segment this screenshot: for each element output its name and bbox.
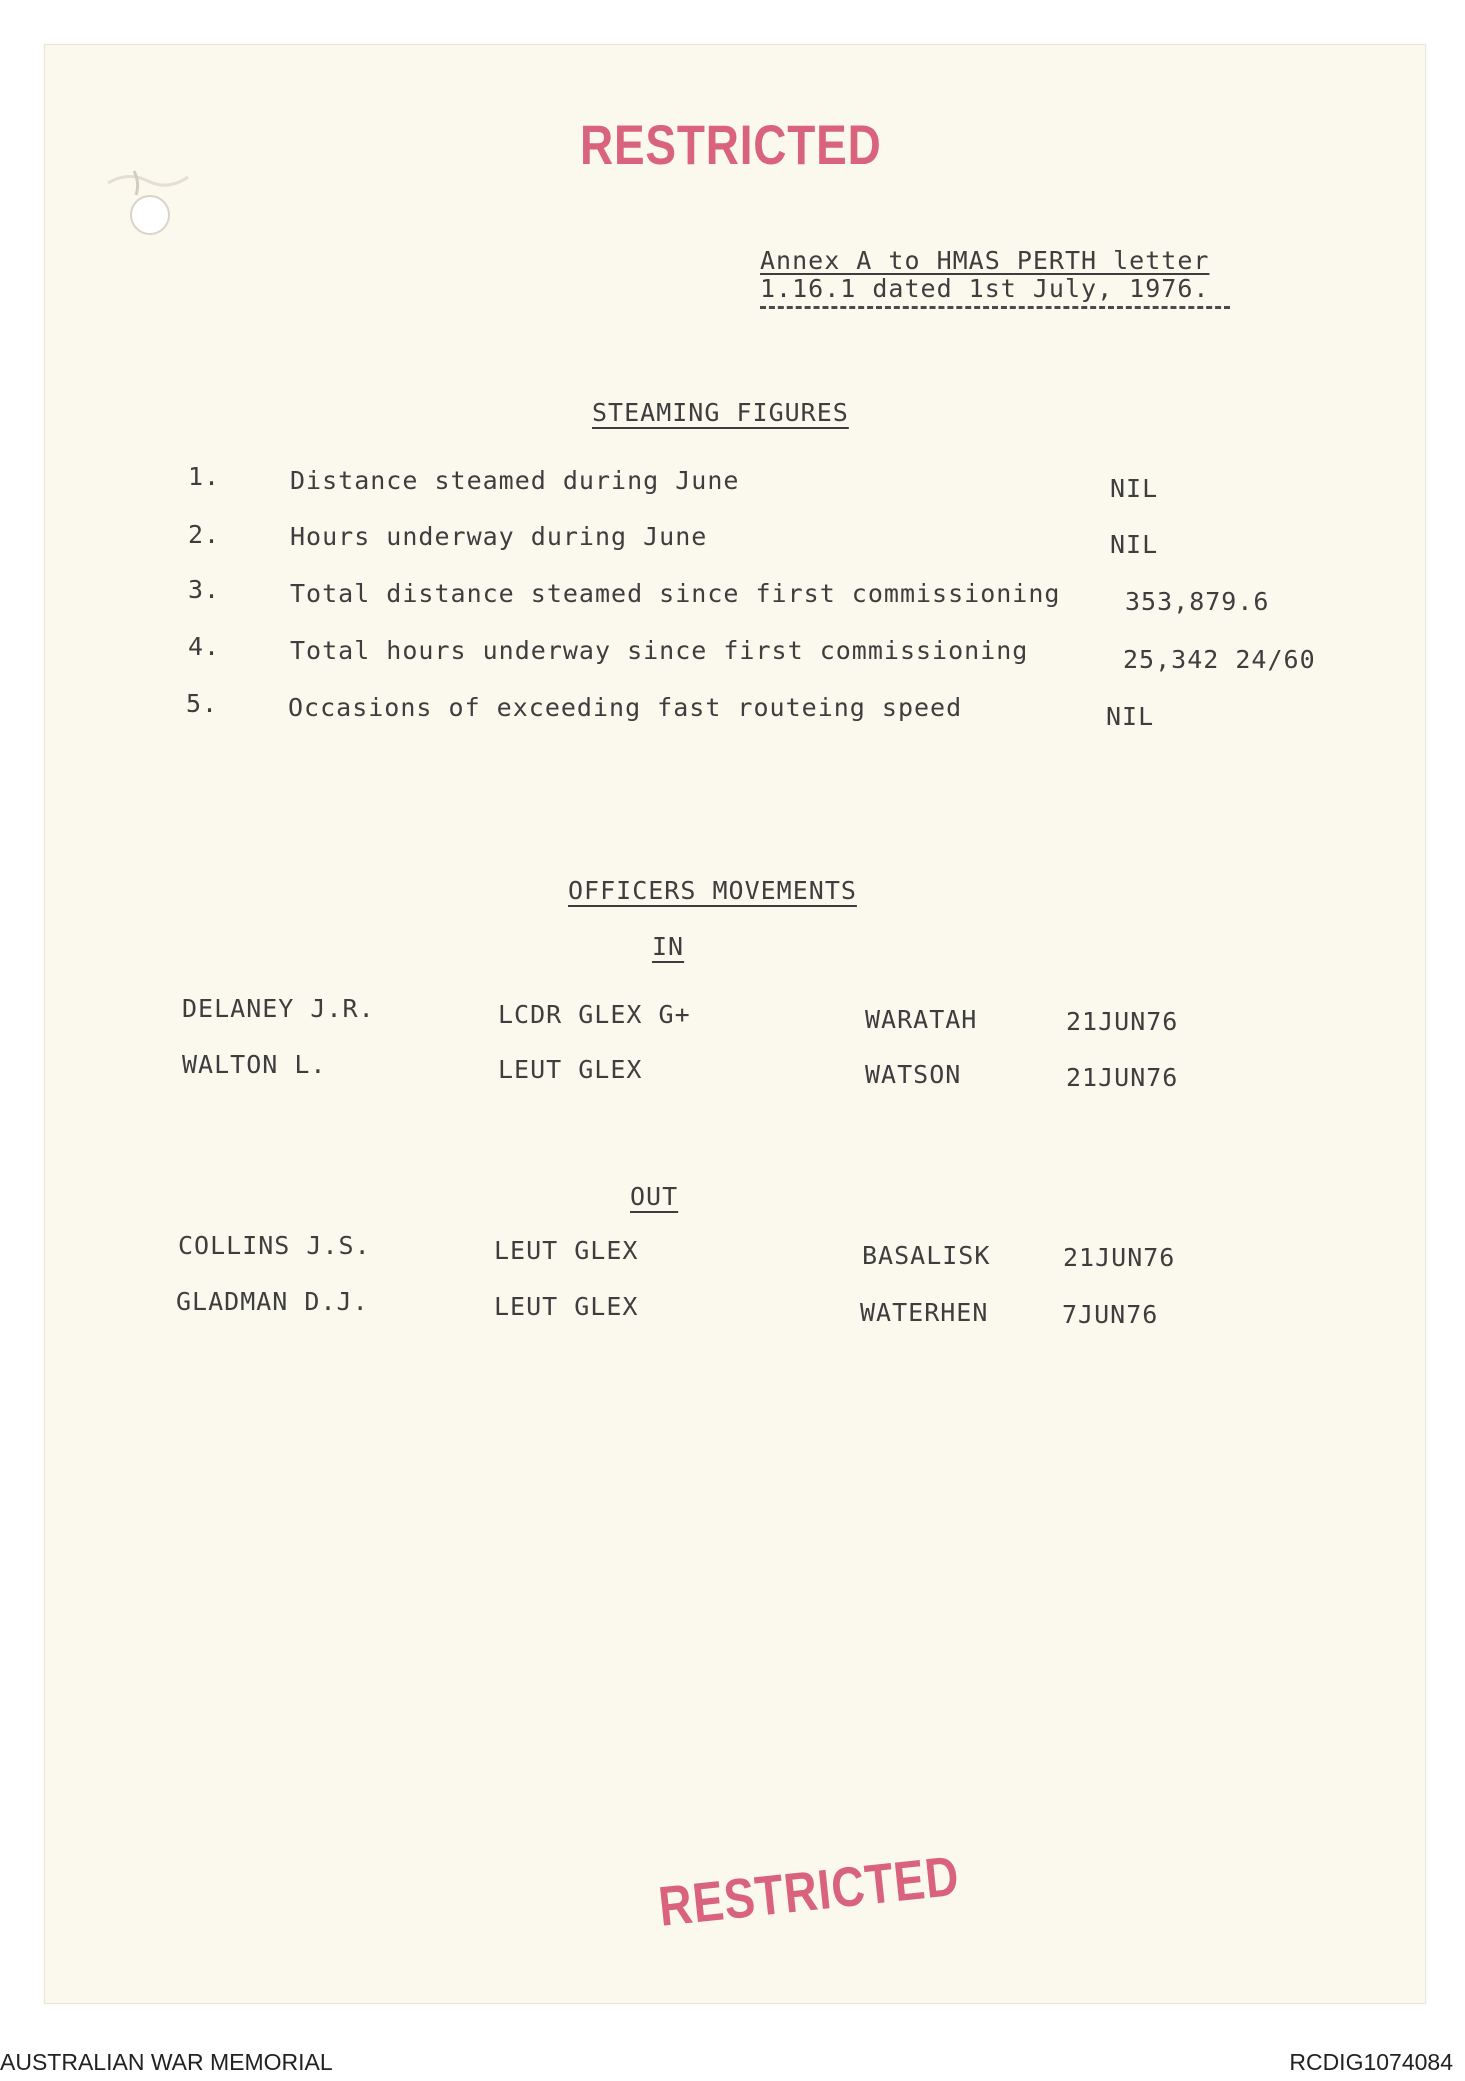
restricted-stamp-bottom: RESTRICTED — [655, 1843, 963, 1938]
steaming-item-number: 2. — [188, 520, 221, 549]
footer-source-label: AUSTRALIAN WAR MEMORIAL — [0, 2049, 333, 2075]
footer-record-id: RCDIG1074084 — [1289, 2049, 1453, 2075]
officer-ship: BASALISK — [862, 1241, 991, 1270]
steaming-item-number: 3. — [188, 575, 221, 604]
annex-reference-line-2: 1.16.1 dated 1st July, 1976. — [760, 274, 1210, 303]
officer-name: WALTON L. — [182, 1050, 327, 1079]
steaming-item-value: NIL — [1110, 530, 1159, 559]
officers-movements-heading: OFFICERS MOVEMENTS — [568, 876, 857, 905]
steaming-item-number: 1. — [188, 462, 221, 491]
officer-rank: LCDR GLEX G+ — [498, 1000, 691, 1029]
steaming-figures-heading: STEAMING FIGURES — [592, 398, 849, 427]
steaming-item-value: 353,879.6 — [1125, 587, 1270, 616]
officer-name: DELANEY J.R. — [182, 994, 375, 1023]
steaming-item-label: Total hours underway since first commissioning — [290, 636, 1029, 665]
officer-date: 21JUN76 — [1066, 1063, 1179, 1092]
document-page — [44, 44, 1426, 2004]
steaming-item-number: 5. — [186, 689, 219, 718]
steaming-item-value: 25,342 24/60 — [1123, 645, 1316, 674]
steaming-item-label: Distance steamed during June — [290, 466, 740, 495]
annex-reference-underline — [760, 306, 1230, 309]
officer-ship: WATERHEN — [860, 1298, 989, 1327]
steaming-item-value: NIL — [1106, 702, 1155, 731]
officer-date: 21JUN76 — [1063, 1243, 1176, 1272]
officer-rank: LEUT GLEX — [494, 1292, 639, 1321]
steaming-item-label: Hours underway during June — [290, 522, 708, 551]
steaming-item-number: 4. — [188, 632, 221, 661]
out-subheading: OUT — [630, 1182, 679, 1211]
officer-date: 21JUN76 — [1066, 1007, 1179, 1036]
annex-reference-line-1: Annex A to HMAS PERTH letter — [760, 246, 1210, 275]
steaming-item-value: NIL — [1110, 474, 1159, 503]
steaming-item-label: Total distance steamed since first commissioning — [290, 579, 1061, 608]
officer-date: 7JUN76 — [1062, 1300, 1159, 1329]
officer-ship: WATSON — [865, 1060, 962, 1089]
in-subheading: IN — [652, 932, 685, 961]
officer-rank: LEUT GLEX — [498, 1055, 643, 1084]
restricted-stamp-top: RESTRICTED — [580, 113, 882, 176]
officer-name: GLADMAN D.J. — [176, 1287, 369, 1316]
steaming-item-label: Occasions of exceeding fast routeing speed — [288, 693, 963, 722]
officer-name: COLLINS J.S. — [178, 1231, 371, 1260]
officer-ship: WARATAH — [865, 1005, 978, 1034]
officer-rank: LEUT GLEX — [494, 1236, 639, 1265]
